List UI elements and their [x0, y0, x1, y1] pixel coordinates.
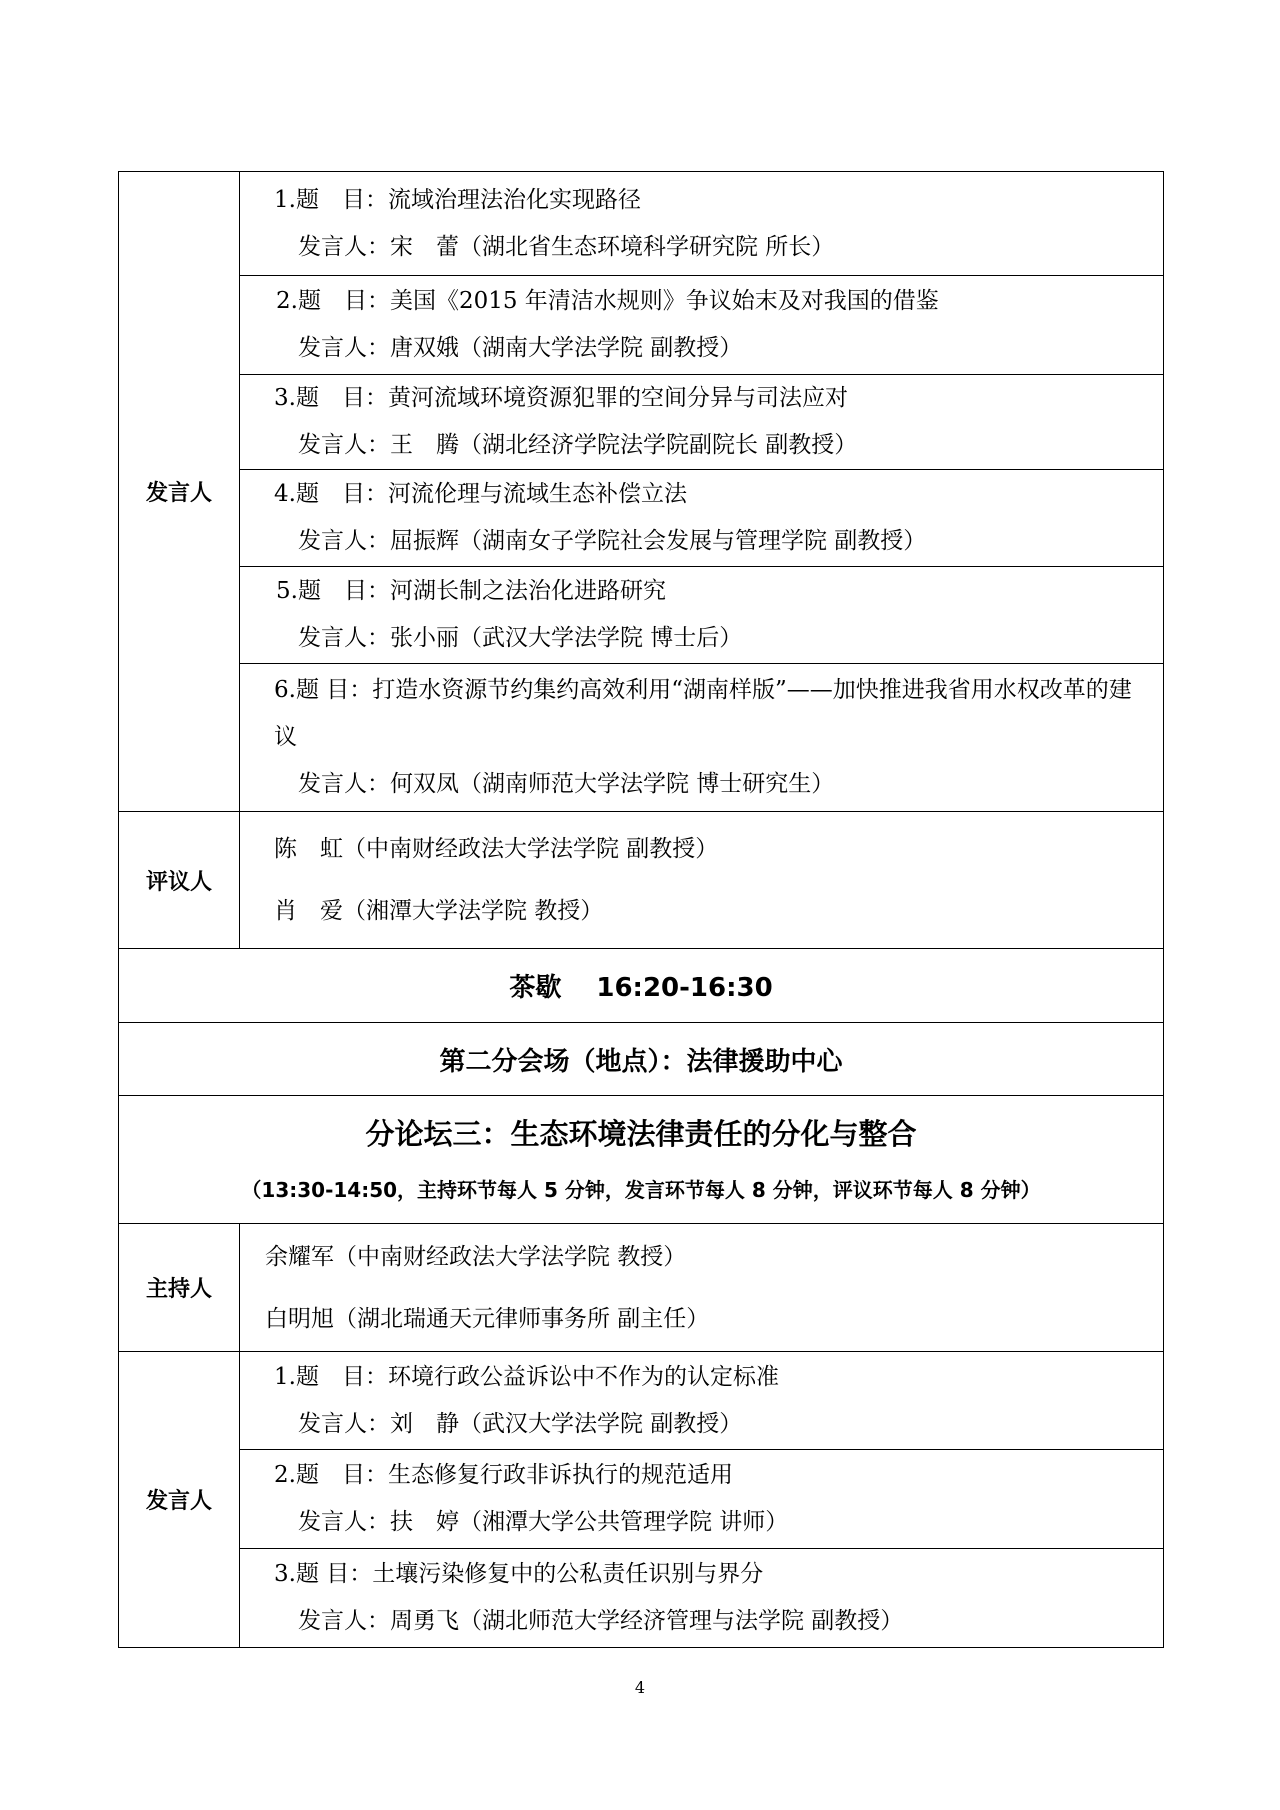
venue-title: 第二分会场（地点）：法律援助中心 [119, 1023, 1164, 1096]
speaker-entry [240, 172, 1164, 276]
talk-title: 3.题 目：土壤污染修复中的公私责任识别与界分 [274, 1561, 764, 1587]
speaker-entry [240, 567, 1164, 664]
talk-speaker: 发言人：王 腾（湖北经济学院法学院副院长 副教授） [298, 432, 858, 458]
talk-title: 6.题 目：打造水资源节约集约高效利用“湖南样版”——加快推进我省用水权改革的建议 [274, 677, 1132, 750]
speaker-entry [240, 470, 1164, 567]
talk-speaker: 发言人：唐双娥（湖南大学法学院 副教授） [298, 335, 743, 361]
talk-speaker: 发言人：屈振辉（湖南女子学院社会发展与管理学院 副教授） [298, 528, 927, 554]
hosts-label: 主持人 [119, 1224, 240, 1352]
commentators-label: 评议人 [119, 812, 240, 949]
talk-speaker: 发言人：周勇飞（湖北师范大学经济管理与法学院 副教授） [298, 1608, 904, 1634]
speaker-entry [240, 1450, 1164, 1549]
tea-break: 茶歇 16:20-16:30 [119, 949, 1164, 1023]
talk-title: 1.题 目：流域治理法治化实现路径 [274, 186, 641, 213]
talk-title: 1.题 目：环境行政公益诉讼中不作为的认定标准 [274, 1363, 779, 1390]
hosts-cell [240, 1224, 1164, 1352]
program-table [118, 171, 1164, 1648]
commentator: 陈 虹（中南财经政法大学法学院 副教授） [274, 836, 719, 862]
commentators-cell [240, 812, 1164, 949]
talk-speaker: 发言人：刘 静（武汉大学法学院 副教授） [298, 1410, 743, 1437]
talk-title: 4.题 目：河流伦理与流域生态补偿立法 [274, 481, 687, 507]
talk-speaker: 发言人：宋 蕾（湖北省生态环境科学研究院 所长） [298, 233, 835, 260]
speaker-entry [240, 664, 1164, 812]
talk-title: 2.题 目：生态修复行政非诉执行的规范适用 [274, 1462, 733, 1488]
speaker-entry [240, 1352, 1164, 1450]
forum-header [119, 1096, 1164, 1224]
talk-speaker: 发言人：张小丽（武汉大学法学院 博士后） [298, 625, 743, 651]
speakers-label: 发言人 [119, 172, 240, 812]
talk-speaker: 发言人：何双凤（湖南师范大学法学院 博士研究生） [298, 771, 835, 797]
commentator: 肖 爱（湘潭大学法学院 教授） [274, 898, 604, 924]
host: 白明旭（湖北瑞通天元律师事务所 副主任） [265, 1305, 710, 1332]
talk-title: 3.题 目：黄河流域环境资源犯罪的空间分异与司法应对 [274, 385, 848, 411]
speaker-entry [240, 375, 1164, 470]
speaker-entry [240, 1549, 1164, 1648]
speakers-label: 发言人 [119, 1352, 240, 1648]
forum-title: 分论坛三：生态环境法律责任的分化与整合 [365, 1116, 917, 1151]
talk-title: 2.题 目：美国《2015 年清洁水规则》争议始末及对我国的借鉴 [276, 288, 939, 314]
forum-schedule: （13:30-14:50，主持环节每人 5 分钟，发言环节每人 8 分钟，评议环节每人 8 分钟） [241, 1177, 1041, 1202]
speaker-entry [240, 276, 1164, 375]
talk-speaker: 发言人：扶 婷（湘潭大学公共管理学院 讲师） [298, 1509, 789, 1535]
host: 余耀军（中南财经政法大学法学院 教授） [265, 1243, 687, 1270]
page-number: 4 [634, 1678, 646, 1697]
talk-title: 5.题 目：河湖长制之法治化进路研究 [276, 578, 666, 604]
